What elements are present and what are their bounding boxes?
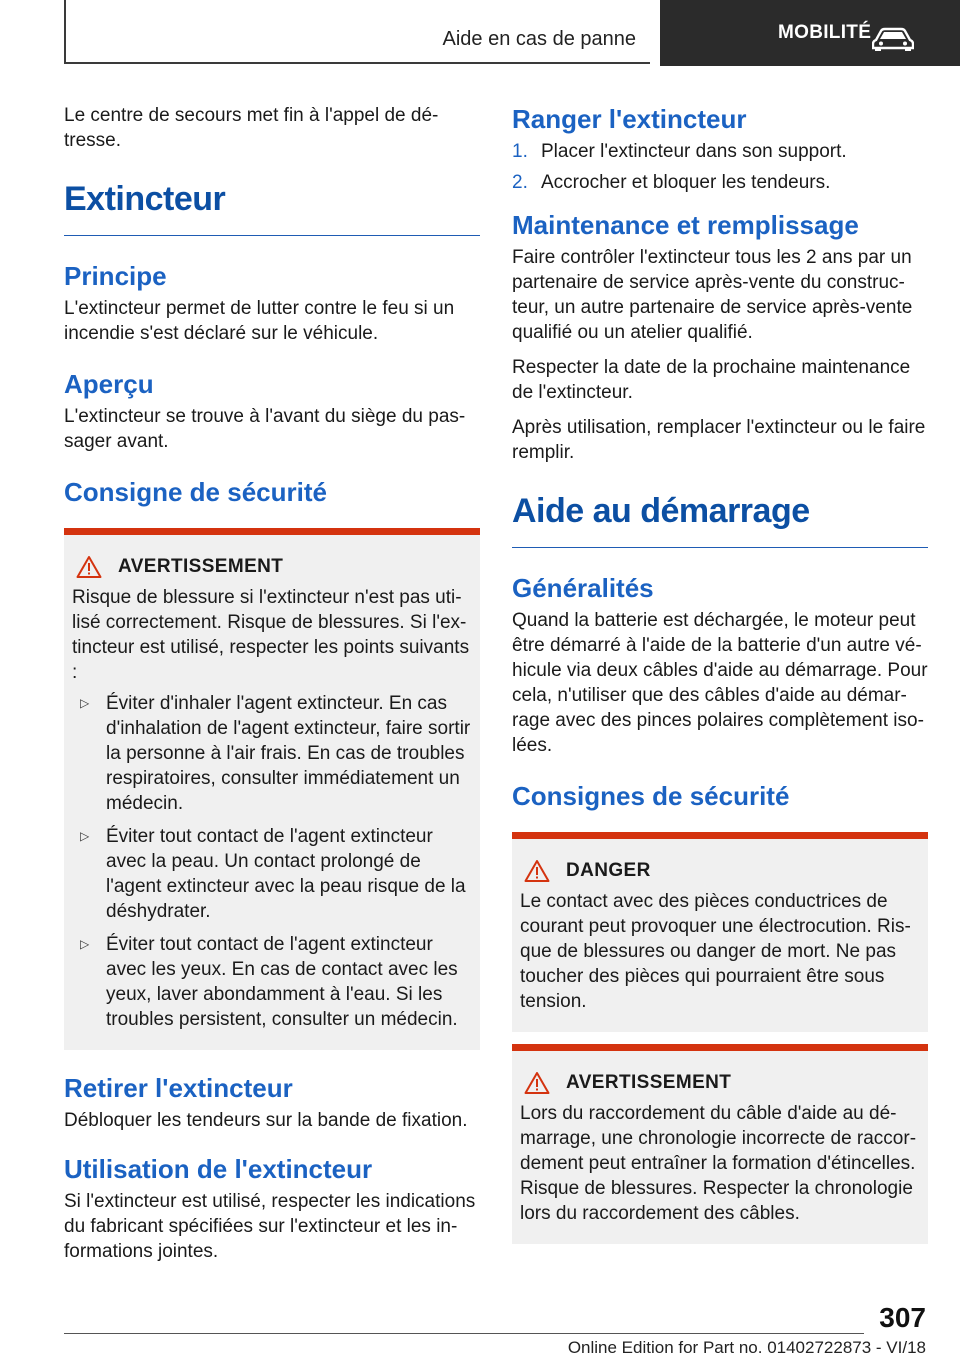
list-item [72, 824, 472, 924]
warning-box-extincteur [64, 528, 480, 1050]
page-number: 307 [879, 1302, 926, 1333]
heading-generalites: Généralités [512, 573, 654, 603]
heading-apercu: Aperçu [64, 369, 154, 399]
maintenance-paragraph: Faire contrôler l'extincteur tous les 2 ans par un partenaire de service après-vente du constructeur, un autre partenaire de service après-vente qualifié ou un atelier qualifié. [512, 247, 913, 343]
chapter-title-aide-demarrage: Aide au démarrage [512, 491, 928, 548]
warning-text: Lors du raccordement du câble d'aide au démarrage, une chronologie incorrecte de raccordement peut entraîner la formation d'étincelles. Risque de blessures. Respecter la chronologie lors du raccordement des câbles. [520, 1103, 917, 1224]
retirer-text: Débloquer les tendeurs sur la bande de fixation. [64, 1110, 468, 1131]
warning-triangle-icon [524, 1071, 550, 1095]
utilisation-text: Si l'extincteur est utilisé, respecter les indications du fabricant spécifiées sur l'extincteur et les informations jointes. [64, 1191, 476, 1262]
step-text: Accrocher et bloquer les tendeurs. [541, 172, 831, 193]
ranger-steps [512, 139, 928, 195]
right-column [512, 103, 928, 1244]
step-text: Placer l'extincteur dans son support. [541, 141, 847, 162]
bullet-text: Éviter tout contact de l'agent extincteur avec les yeux. En cas de contact avec les yeux, laver abondamment à l'eau. Si les troubles persistent, consulter un médecin. [106, 934, 458, 1030]
footer-rule [64, 1333, 864, 1334]
apercu-text: L'extincteur se trouve à l'avant du siège du passager avant. [64, 406, 466, 452]
chapter-title-extincteur: Extincteur [64, 179, 480, 236]
list-item [72, 691, 472, 816]
danger-title: DANGER [566, 860, 651, 881]
heading-utilisation-extincteur: Utilisation de l'extincteur [64, 1154, 373, 1184]
warning-title: AVERTISSEMENT [566, 1072, 732, 1093]
warning-text: Risque de blessure si l'extincteur n'est pas utilisé correctement. Risque de blessures. Si l'extincteur est utilisé, respecter les points suivants : [72, 587, 470, 683]
warning-title: AVERTISSEMENT [118, 556, 284, 577]
header-section-title: Aide en cas de panne [442, 28, 636, 50]
header-chapter-label: MOBILITÉ [778, 22, 872, 43]
heading-consignes-securite: Consignes de sécurité [512, 781, 790, 811]
principe-text: L'extincteur permet de lutter contre le feu si un incendie s'est déclaré sur le véhicule. [64, 298, 455, 344]
bullet-text: Éviter tout contact de l'agent extincteur avec la peau. Un contact prolongé de l'agent extincteur avec la peau risque de la déshydrater. [106, 826, 466, 922]
header-chapter-tab [660, 0, 960, 66]
bullet-triangle-icon: ▷ [80, 829, 90, 843]
header-bottom-rule [64, 62, 650, 64]
intro-text: Le centre de secours met fin à l'appel de détresse. [64, 105, 439, 151]
step-number: 1. [512, 141, 528, 162]
danger-text: Le contact avec des pièces conductrices de courant peut provoquer une électrocution. Risque de blessures ou danger de mort. Ne pas toucher des pièces qui pourraient être sous tension. [520, 891, 911, 1012]
left-column [64, 103, 480, 1274]
bullet-text: Éviter d'inhaler l'agent extincteur. En cas d'inhalation de l'agent extincteur, faire sortir la personne à l'air frais. En cas de troubles respiratoires, consulter immédiatement un médecin. [106, 693, 471, 814]
footer-edition-text: Online Edition for Part no. 01402722873 - VI/18 [567, 1338, 926, 1357]
list-item [512, 170, 928, 195]
heading-ranger-extincteur: Ranger l'extincteur [512, 104, 747, 134]
heading-retirer-extincteur: Retirer l'extincteur [64, 1073, 293, 1103]
bullet-triangle-icon: ▷ [80, 696, 90, 710]
header-left-rule [64, 0, 66, 64]
maintenance-paragraph: Respecter la date de la prochaine maintenance de l'extincteur. [512, 357, 911, 403]
warning-triangle-icon [76, 555, 102, 579]
warning-triangle-icon [524, 859, 550, 883]
heading-maintenance: Maintenance et remplissage [512, 210, 859, 240]
generalites-text: Quand la batterie est déchargée, le moteur peut être démarré à l'aide de la batterie d'un autre véhicule via deux câbles d'aide au démarrage. Pour cela, n'utiliser que des câbles d'aide au démarrage avec des pinces polaires complètement isolées. [512, 610, 928, 756]
bullet-triangle-icon: ▷ [80, 937, 90, 951]
step-number: 2. [512, 172, 528, 193]
heading-principe: Principe [64, 261, 167, 291]
danger-box [512, 832, 928, 1032]
warning-box-aide-demarrage [512, 1044, 928, 1244]
list-item [512, 139, 928, 164]
list-item [72, 932, 472, 1032]
maintenance-paragraph: Après utilisation, remplacer l'extincteur ou le faire remplir. [512, 417, 926, 463]
car-icon [872, 27, 914, 51]
heading-consigne-securite: Consigne de sécurité [64, 477, 327, 507]
warning-bullet-list [72, 691, 472, 1032]
